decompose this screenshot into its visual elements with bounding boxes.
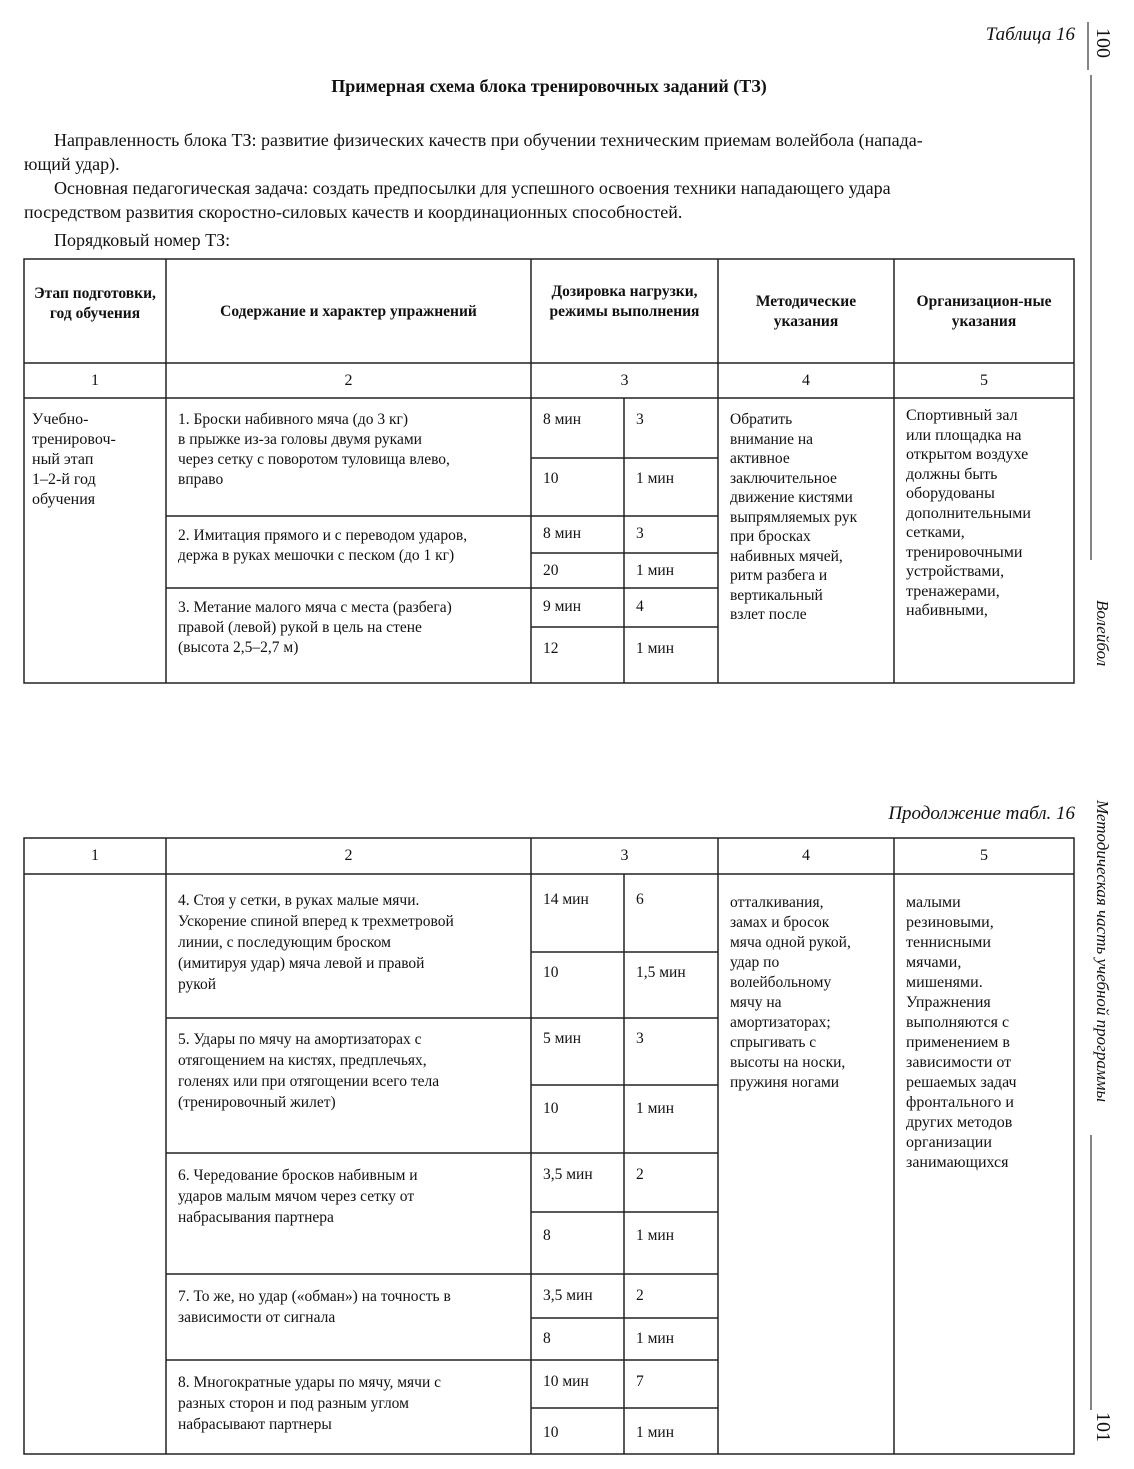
main-task-line-2: посредством развития скоростно-силовых качеств и координационных способностей. xyxy=(24,202,683,222)
dosage-value: 8 xyxy=(543,1330,551,1347)
dosage-value: 4 xyxy=(636,598,644,615)
dosage-value: 5 мин xyxy=(543,1030,582,1047)
header-methodical: Методические указания xyxy=(755,293,857,330)
task-number-label: Порядковый номер ТЗ: xyxy=(54,230,231,250)
direction-line-2: ющий удар). xyxy=(24,154,120,174)
exercise-7-text: 7. То же, но удар («обман») на точность в зависимости от сигнала xyxy=(178,1288,451,1326)
dosage-value: 1 мин xyxy=(636,562,675,579)
col-number: 1 xyxy=(91,372,99,389)
header-content: Содержание и характер упражнений xyxy=(220,303,477,320)
dosage-value: 1 мин xyxy=(636,1100,675,1117)
dosage-value: 2 xyxy=(636,1166,644,1183)
exercise-5-text: 5. Удары по мячу на амортизаторах с отягощением на кистях, предплечьях, голенях или при отягощении всего тела (тренировочный жилет) xyxy=(178,1031,440,1111)
dosage-value: 3 xyxy=(636,411,644,428)
col-number: 3 xyxy=(620,847,629,864)
side-label-volleyball: Волейбол xyxy=(1093,600,1112,667)
page-number-bottom: 101 xyxy=(1092,1412,1114,1442)
table-label: Таблица 16 xyxy=(985,24,1075,45)
dosage-value: 3,5 мин xyxy=(543,1166,593,1183)
dosage-value: 1 мин xyxy=(636,1424,675,1441)
col-number: 1 xyxy=(91,847,99,864)
dosage-value: 2 xyxy=(636,1287,644,1304)
dosage-value: 8 мин xyxy=(543,525,582,542)
exercise-8-text: 8. Многократные удары по мячу, мячи с разных сторон и под разным углом набрасывают партнеры xyxy=(178,1374,442,1433)
main-task-line-1: Основная педагогическая задача: создать предпосылки для успешного освоения техники нападающего удара xyxy=(54,178,891,198)
col-number: 5 xyxy=(980,847,988,864)
methodical-notes-1: Обратить внимание на активное заключительное движение кистями выпрямляемых рук при бросках набивных мячей, ритм разбега и вертикальный взлет после xyxy=(730,411,858,623)
dosage-value: 10 xyxy=(543,1424,559,1441)
direction-line-1: Направленность блока ТЗ: развитие физических качеств при обучении техническим приемам волейбола (напада- xyxy=(54,130,923,150)
organizational-notes-1: Спортивный зал или площадка на открытом воздухе должны быть оборудованы дополнительными сетками, тренировочными устройствами, тренажерами, набивными, xyxy=(906,407,1031,619)
dosage-value: 20 xyxy=(543,562,559,579)
header-dosage: Дозировка нагрузки, режимы выполнения xyxy=(549,283,700,320)
exercise-1-text: 1. Броски набивного мяча (до 3 кг) в прыжке из-за головы двумя руками через сетку с поворотом туловища влево, вправо xyxy=(178,411,450,488)
dosage-value: 3,5 мин xyxy=(543,1287,593,1304)
stage-cell: Учебно- тренировоч- ный этап 1–2-й год обучения xyxy=(32,411,116,508)
dosage-value: 1 мин xyxy=(636,640,675,657)
dosage-value: 14 мин xyxy=(543,891,589,908)
document-title: Примерная схема блока тренировочных заданий (ТЗ) xyxy=(331,76,767,96)
dosage-value: 3 xyxy=(636,525,644,542)
dosage-value: 1,5 мин xyxy=(636,964,686,981)
dosage-value: 8 xyxy=(543,1227,551,1244)
dosage-value: 8 мин xyxy=(543,411,582,428)
continuation-label: Продолжение табл. 16 xyxy=(888,803,1075,824)
dosage-value: 1 мин xyxy=(636,470,675,487)
col-number: 2 xyxy=(344,847,353,864)
page-number-top: 100 xyxy=(1092,28,1114,58)
col-number: 5 xyxy=(980,372,988,389)
side-label-methodical-part: Методическая часть учебной программы xyxy=(1093,800,1112,1103)
organizational-notes-2: малыми резиновыми, теннисными мячами, мишенями. Упражнения выполняются с применением в зависимости от решаемых задач фронтального и других методов организации занимающихся xyxy=(906,894,1017,1171)
dosage-value: 1 мин xyxy=(636,1227,675,1244)
dosage-value: 10 xyxy=(543,964,559,981)
dosage-value: 10 мин xyxy=(543,1373,589,1390)
exercise-6-text: 6. Чередование бросков набивным и ударов малым мячом через сетку от набрасывания партнера xyxy=(178,1167,418,1226)
exercise-3-text: 3. Метание малого мяча с места (разбега) правой (левой) рукой в цель на стене (высота 2,5–2,7 м) xyxy=(178,599,452,656)
dosage-value: 10 xyxy=(543,1100,559,1117)
dosage-value: 6 xyxy=(636,891,644,908)
col-number: 4 xyxy=(802,847,810,864)
dosage-value: 10 xyxy=(543,470,559,487)
methodical-notes-2: отталкивания, замах и бросок мяча одной рукой, удар по волейбольному мячу на амортизаторах; спрыгивать с высоты на носки, пружиня ногами xyxy=(730,894,851,1091)
col-number: 4 xyxy=(802,372,810,389)
exercise-2-text: 2. Имитация прямого и с переводом ударов, держа в руках мешочки с песком (до 1 кг) xyxy=(178,527,468,564)
dosage-value: 9 мин xyxy=(543,598,582,615)
dosage-value: 1 мин xyxy=(636,1330,675,1347)
dosage-value: 3 xyxy=(636,1030,644,1047)
dosage-value: 12 xyxy=(543,640,559,657)
col-number: 2 xyxy=(344,372,353,389)
exercise-4-text: 4. Стоя у сетки, в руках малые мячи. Ускорение спиной вперед к трехметровой линии, с последующим броском (имитируя удар) мяча левой и правой рукой xyxy=(178,892,454,993)
header-stage: Этап подготовки, год обучения xyxy=(34,285,156,322)
col-number: 3 xyxy=(620,372,629,389)
dosage-value: 7 xyxy=(636,1373,644,1390)
header-organizational: Организацион-ные указания xyxy=(916,293,1052,330)
